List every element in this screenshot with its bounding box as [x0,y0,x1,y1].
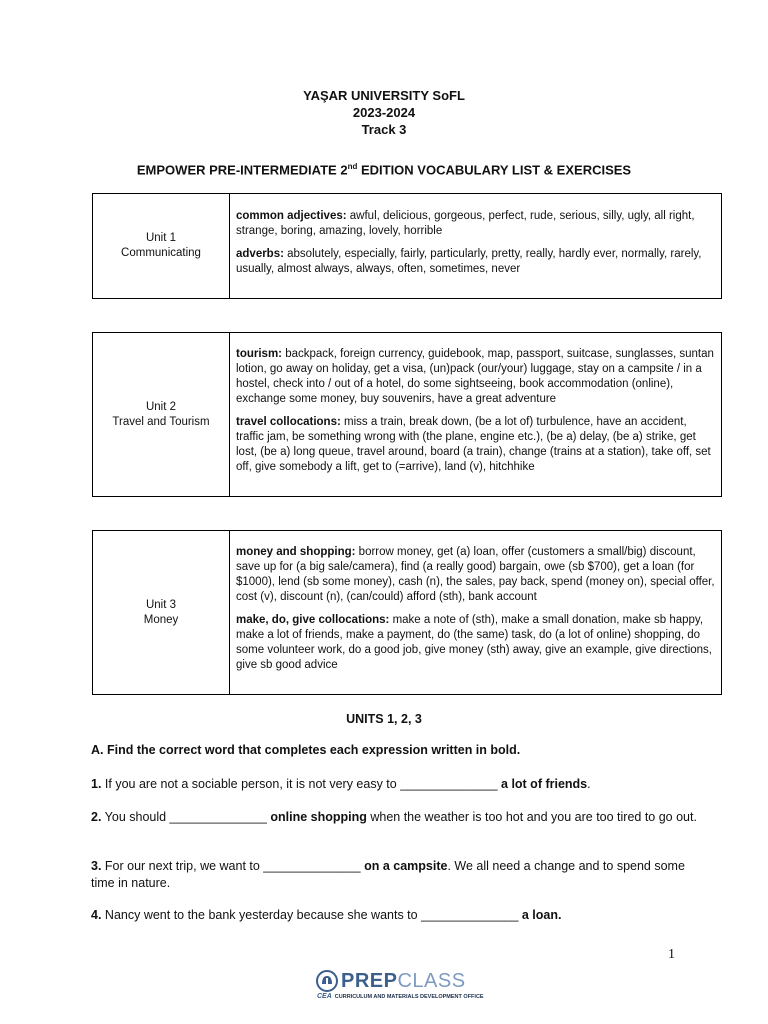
vocab-group-label: adverbs: [236,248,284,260]
question-3: 3. For our next trip, we want to ______________ on a campsite. We all need a change and to spend some time in nature. [91,859,685,890]
section-title: UNITS 1, 2, 3 [346,712,422,726]
logo-wordmark: PREPCLASS [341,970,466,992]
question-keyword: on a campsite [364,859,448,873]
unit-number: Unit 2 [145,400,177,413]
unit-label-cell [93,333,230,496]
question-number: 1. [91,777,102,791]
track-label: Track 3 [361,122,407,137]
vocab-words: make a note of (sth), make a small donation, make sb happy, make a lot of friends, make a payment, do (the same) task, do (a lot of online) shopping, do some volunteer work, do a good job, give money (sth) away, give an example, give directions, give sb good advice [236,614,713,671]
unit-number: Unit 3 [145,598,177,611]
unit-topic: Travel and Tourism [112,415,210,428]
vocab-group-label: travel collocations: [236,416,341,428]
vocab-words: backpack, foreign currency, guidebook, map, passport, suitcase, sunglasses, suntan lotion, go away on holiday, get a visa, (un)pack (our/your) luggage, stay on a campsite / in a hostel, check into / out of a hotel, do some sightseeing, book accommodation (online), exchange some money, buy souvenirs, have a great adventure [236,348,714,405]
unit-3-table [92,530,722,695]
prepclass-logo [314,968,484,1008]
unit-label-cell [93,531,230,694]
vocab-content-cell [230,333,721,496]
question-2: 2. You should ______________ online shopping when the weather is too hot and you are too tired to go out. [91,810,697,824]
unit-1-table [92,193,722,299]
vocab-content-cell [230,531,721,694]
question-number: 4. [91,908,102,922]
vocab-group [236,415,715,475]
university-title: YAŞAR UNIVERSITY SoFL [303,88,465,103]
question-4: 4. Nancy went to the bank yesterday because she wants to ______________ a loan. [91,908,562,922]
question-keyword: a lot of friends [501,777,588,791]
vocab-group-label: money and shopping: [236,546,356,558]
question-number: 3. [91,859,102,873]
question-keyword: online shopping [270,810,367,824]
vocab-group [236,209,715,239]
unit-topic: Communicating [121,247,201,259]
academic-year: 2023-2024 [352,105,416,120]
unit-2-table [92,332,722,497]
unit-label-cell [93,194,230,298]
question-1: 1. If you are not a sociable person, it is not very easy to ______________ a lot of friends. [91,777,591,791]
vocab-group-label: common adjectives: [236,210,347,222]
document-subtitle: EMPOWER PRE-INTERMEDIATE 2nd EDITION VOCABULARY LIST & EXERCISES [136,162,632,178]
question-keyword: a loan. [521,908,562,922]
vocab-group [236,247,715,277]
vocab-words: borrow money, get (a) loan, offer (customers a small/big) discount, save up for (a big sale/camera), find (a really good) bargain, owe (sb $700), get a loan (for $1000), lend (sb some money), cash (n), the sales, pay back, spend (money on), special offer, cost (v), discount (n), (can/could) afford (sth), bank account [236,546,715,603]
vocab-group [236,545,715,605]
vocab-group [236,613,715,673]
vocab-group-label: tourism: [236,348,282,360]
vocab-group [236,347,715,407]
unit-topic: Money [143,613,179,626]
vocab-words: awful, delicious, gorgeous, perfect, rude, serious, silly, ugly, all right, strange, boring, amazing, lovely, horrible [236,210,695,237]
page-number: 1 [668,947,675,962]
vocab-words: absolutely, especially, fairly, particularly, pretty, really, hardly ever, normally, rarely, usually, almost always, always, often, sometimes, never [236,248,702,275]
helmet-icon [316,970,338,992]
question-number: 2. [91,810,102,824]
vocab-words: miss a train, break down, (be a lot of) turbulence, have an accident, traffic jam, be something wrong with (the plane, engine etc.), (be a) delay, (be a) strike, get lost, (be a) long queue, travel around, board (a train), change (trains at a station), take off, set off, give somebody a lift, get to (=arrive), land (v), hitchhike [236,416,711,473]
logo-tagline: CEA CURRICULUM AND MATERIALS DEVELOPMENT OFFICE [317,993,484,1000]
exercise-instruction: A. Find the correct word that completes each expression written in bold. [91,743,521,757]
unit-number: Unit 1 [145,232,177,244]
vocab-group-label: make, do, give collocations: [236,614,390,626]
vocab-content-cell [230,194,721,298]
